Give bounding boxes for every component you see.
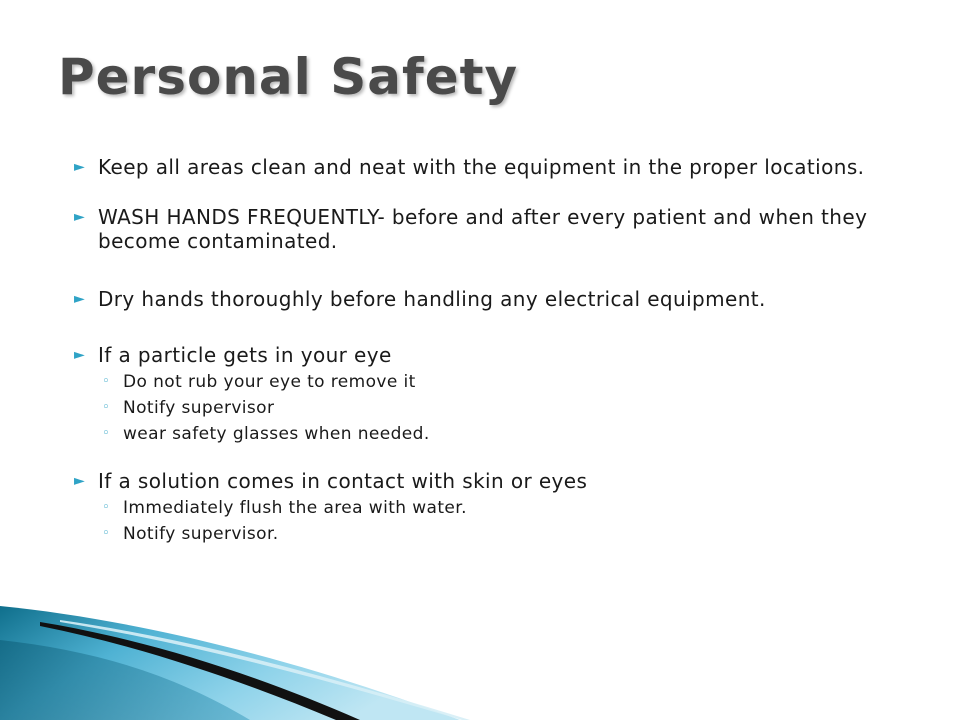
sub-bullet-text: Immediately flush the area with water. [123, 498, 467, 518]
slide-title: Personal Safety [58, 48, 519, 106]
sub-bullet-text: Do not rub your eye to remove it [123, 372, 416, 392]
bullet-item [72, 205, 892, 253]
circle-bullet-icon: ◦ [102, 374, 111, 389]
bullet-item [72, 343, 892, 367]
sub-bullet-item [72, 369, 892, 395]
arrow-bullet-icon: ► [74, 209, 86, 225]
bullet-text: If a particle gets in your eye [98, 343, 392, 367]
bullet-list [72, 155, 892, 547]
sub-bullet-item [72, 521, 892, 547]
circle-bullet-icon: ◦ [102, 526, 111, 541]
bullet-item [72, 155, 892, 179]
bullet-item [72, 287, 892, 311]
sub-bullet-item [72, 495, 892, 521]
circle-bullet-icon: ◦ [102, 500, 111, 515]
arrow-bullet-icon: ► [74, 347, 86, 363]
sub-bullet-text: wear safety glasses when needed. [123, 424, 430, 444]
sub-bullet-text: Notify supervisor. [123, 524, 279, 544]
arrow-bullet-icon: ► [74, 159, 86, 175]
sub-bullet-item [72, 421, 892, 447]
bullet-text: If a solution comes in contact with skin or eyes [98, 469, 588, 493]
bullet-text: WASH HANDS FREQUENTLY- before and after every patient and when they become contaminated. [98, 205, 868, 253]
sub-bullet-item [72, 395, 892, 421]
bullet-text: Keep all areas clean and neat with the equipment in the proper locations. [98, 155, 865, 179]
bullet-text: Dry hands thoroughly before handling any electrical equipment. [98, 287, 766, 311]
circle-bullet-icon: ◦ [102, 400, 111, 415]
sub-bullet-text: Notify supervisor [123, 398, 275, 418]
sub-bullet-list [72, 495, 892, 547]
circle-bullet-icon: ◦ [102, 426, 111, 441]
arrow-bullet-icon: ► [74, 473, 86, 489]
sub-bullet-list [72, 369, 892, 447]
bullet-item [72, 469, 892, 493]
arrow-bullet-icon: ► [74, 291, 86, 307]
